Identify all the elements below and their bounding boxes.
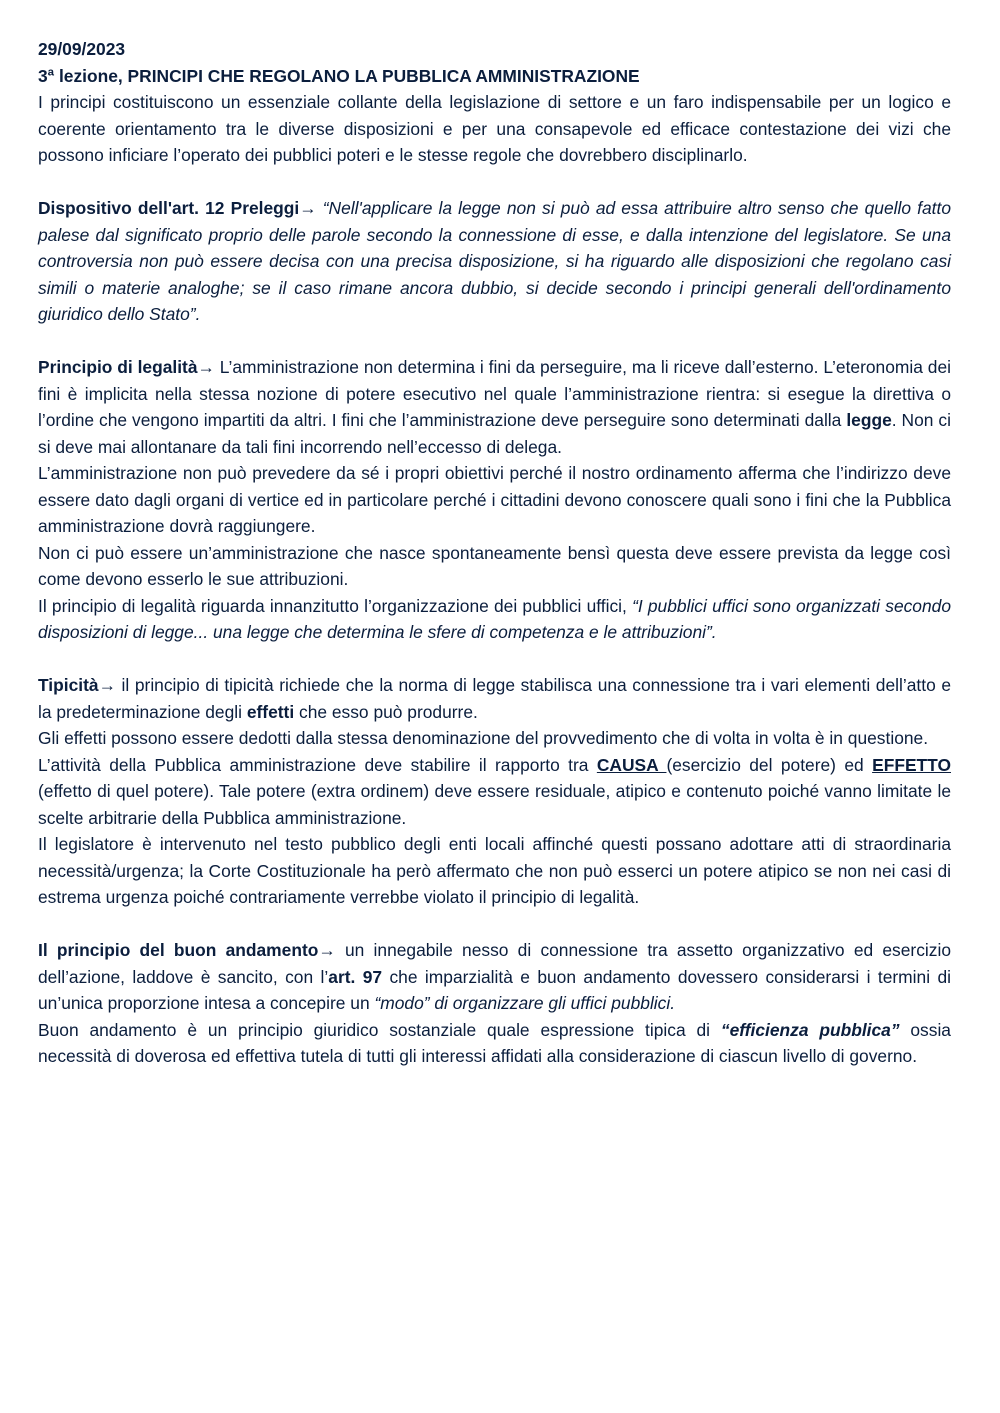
legalita-paragraph-2: L’amministrazione non può prevedere da sé i propri obiettivi perché il nostro ordinamento afferma che l’indirizzo deve essere dato dagli organi di vertice ed in particolare perché i cittadini devono conoscere quali sono i fini che la Pubblica amministrazione dovrà raggiungere. (38, 463, 951, 536)
efficienza-term: “efficienza pubblica” (720, 1019, 900, 1040)
intro-paragraph: I principi costituiscono un essenziale collante della legislazione di settore e un faro indispensabile per un logico e coerente orientamento tra le diverse disposizioni e per una consapevole ed efficace contestazione dei vizi che possono inficiare l’operato dei pubblici poteri e le stesse regole che dovrebbero disciplinarlo. (38, 92, 951, 165)
tipicita-paragraph-1: Tipicità→ il principio di tipicità richiede che la norma di legge stabilisca una connessione tra i vari elementi dell’atto e la predeterminazione degli effetti che esso può produrre. (38, 675, 951, 722)
legalita-paragraph-4: Il principio di legalità riguarda innanzitutto l’organizzazione dei pubblici uffici, “I pubblici uffici sono organizzati secondo disposizioni di legge... una legge che determina le sfere di competenza e le attribuzioni”. (38, 595, 951, 642)
tipicita-paragraph-3: L’attività della Pubblica amministrazione deve stabilire il rapporto tra CAUSA (esercizio del potere) ed EFFETTO (effetto di quel potere). Tale potere (extra ordinem) deve essere residuale, atipico e contenuto poiché vanno limitate le scelte arbitrarie della Pubblica amministrazione. (38, 754, 951, 828)
effetto-term: EFFETTO (872, 754, 951, 775)
arrow-icon: → (318, 940, 336, 960)
arrow-icon: → (299, 198, 317, 218)
causa-term: CAUSA (596, 754, 667, 775)
preleggi-paragraph (38, 195, 951, 328)
preleggi-quote: “Nell'applicare la legge non si può ad essa attribuire altro senso che quello fatto palese dal significato proprio delle parole secondo la connessione di esse, e dalla intenzione del legislatore. Se una controversia non può essere decisa con una precisa disposizione, si ha riguardo alle disposizioni che regolano casi simili o materie analoghe; se il caso rimane ancora dubbio, si decide secondo i principi generali dell'ordinamento giuridico dello Stato”. (38, 198, 951, 324)
tipicita-paragraph-2: Gli effetti possono essere dedotti dalla stessa denominazione del provvedimento che di volta in volta è in questione. (38, 728, 929, 748)
preleggi-heading: Dispositivo dell'art. 12 Preleggi (38, 198, 300, 218)
document-date: 29/09/2023 (38, 39, 126, 59)
arrow-icon: → (197, 357, 215, 377)
legalita-paragraph-3: Non ci può essere un’amministrazione che nasce spontaneamente bensì questa deve essere prevista da legge così come devono esserlo le sue attribuzioni. (38, 542, 951, 589)
legalita-quote: “I pubblici uffici sono organizzati secondo disposizioni di legge... una legge che determina le sfere di competenza e le attribuzioni”. (38, 595, 951, 642)
buon-andamento-paragraph-2: Buon andamento è un principio giuridico sostanziale quale espressione tipica di “efficienza pubblica” ossia necessità di doverosa ed effettiva tutela di tutti gli interessi affidati alla considerazione di ciascun livello di governo. (38, 1019, 951, 1066)
legalita-paragraph-1: Principio di legalità→ L’amministrazione non determina i fini da perseguire, ma li riceve dall’esterno. L’eteronomia dei fini è implicita nella stessa nozione di potere esecutivo nel quale l’amministrazione rientra: si esegue la direttiva o l’ordine che vengono impartiti da altri. I fini che l’amministrazione deve perseguire sono determinati dalla legge. Non ci si deve mai allontanare da tali fini incorrendo nell’eccesso di delega. (38, 357, 952, 457)
tipicita-paragraph-4: Il legislatore è intervenuto nel testo pubblico degli enti locali affinché questi possano adottare atti di straordinaria necessità/urgenza; la Corte Costituzionale ha però affermato che non può esserci un potere atipico se non nei casi di estrema urgenza poiché contrariamente verrebbe violato il principio di legalità. (38, 834, 951, 907)
legalita-heading: Principio di legalità (38, 357, 198, 377)
document-page (38, 36, 951, 1070)
buon-andamento-paragraph-1: Il principio del buon andamento→ un innegabile nesso di connessione tra assetto organizzativo ed esercizio dell’azione, laddove è sancito, con l’art. 97 che imparzialità e buon andamento dovessero considerarsi i termini di un’unica proporzione intesa a concepire un “modo” di organizzare gli uffici pubblici. (38, 940, 951, 1013)
art-97-term: art. 97 (328, 966, 383, 987)
document-title: 3ª lezione, PRINCIPI CHE REGOLANO LA PUBBLICA AMMINISTRAZIONE (38, 65, 640, 86)
arrow-icon: → (98, 675, 116, 695)
buon-andamento-heading: Il principio del buon andamento (38, 940, 319, 960)
tipicita-heading: Tipicità (38, 675, 99, 695)
